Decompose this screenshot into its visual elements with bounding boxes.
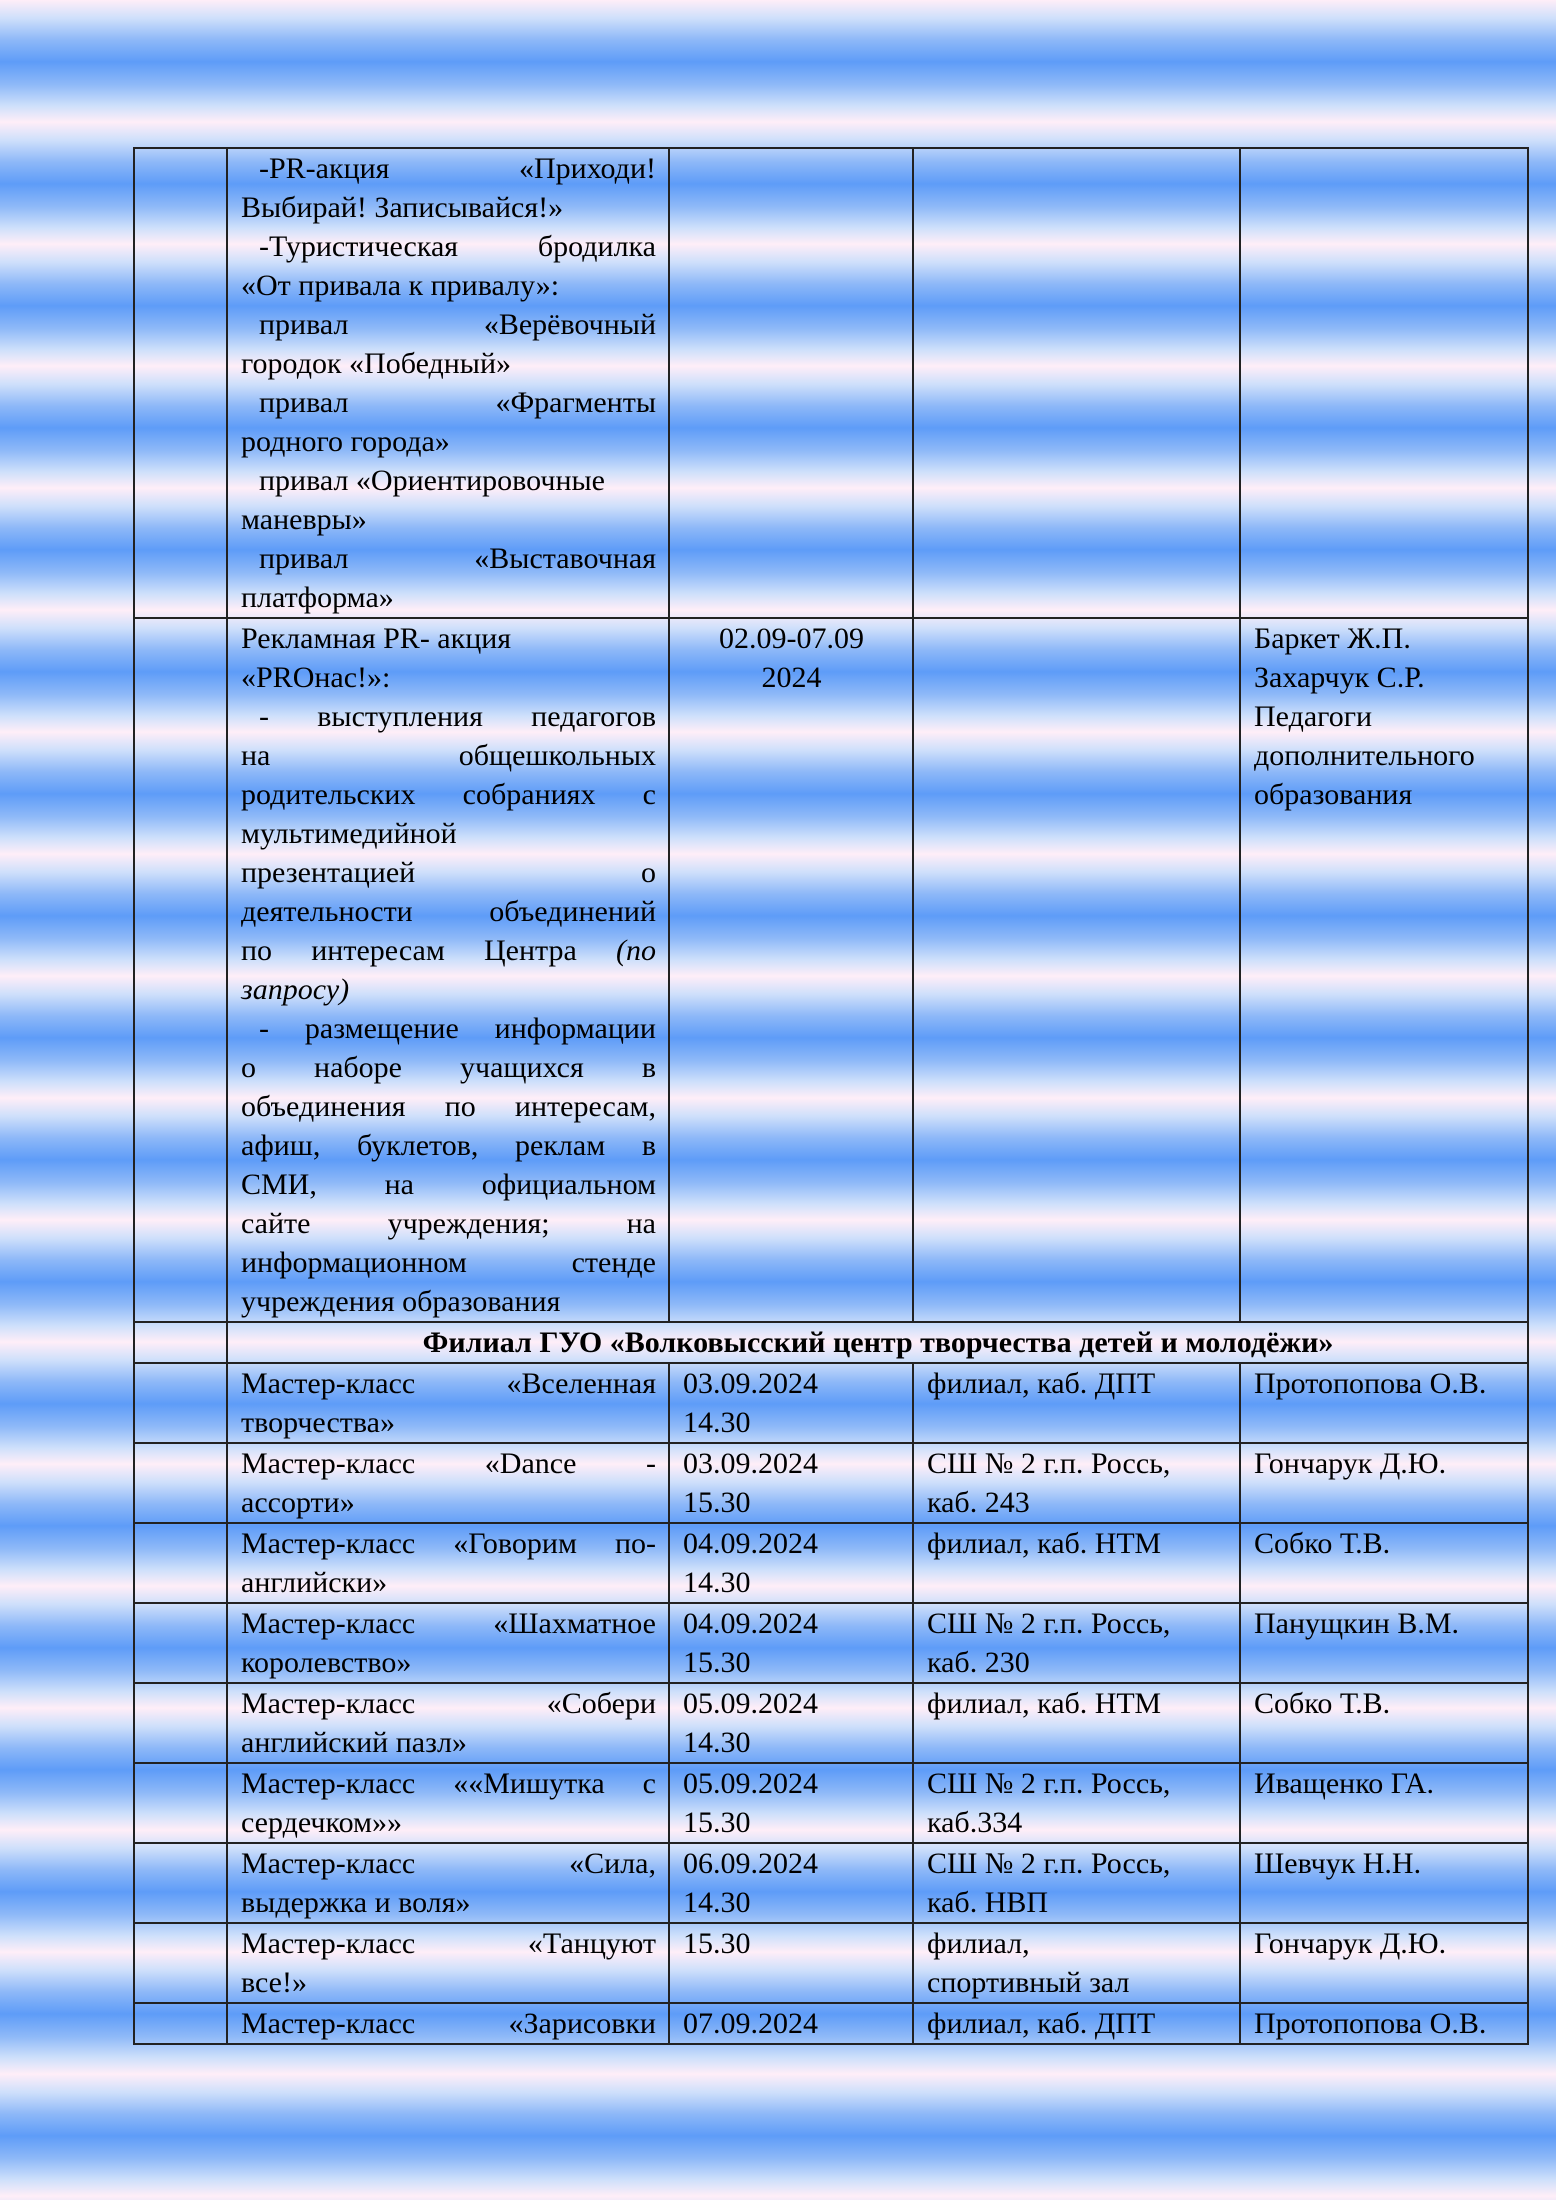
masterclass-title-cell bbox=[227, 1843, 669, 1923]
responsible-cell: Шевчук Н.Н. bbox=[1240, 1843, 1528, 1923]
date-line: 2024 bbox=[761, 661, 822, 694]
masterclass-title-line: Мастер-класс «Вселенная bbox=[241, 1367, 656, 1400]
time-line: 14.30 bbox=[683, 1406, 751, 1439]
event-line: СМИ, на официальном bbox=[241, 1168, 656, 1201]
date-cell bbox=[669, 2003, 913, 2044]
time-line: 14.30 bbox=[683, 1886, 751, 1919]
responsible-line: дополнительного bbox=[1254, 739, 1475, 772]
date-line: 03.09.2024 bbox=[683, 1447, 818, 1480]
masterclass-title-line: Мастер-класс «Танцуют bbox=[241, 1927, 656, 1960]
event-line: -Туристическая бродилка bbox=[259, 230, 656, 263]
responsible-cell: Собко Т.В. bbox=[1240, 1523, 1528, 1603]
masterclass-title-cell bbox=[227, 1443, 669, 1523]
table-row bbox=[134, 1603, 1528, 1683]
table-row bbox=[134, 148, 1528, 618]
masterclass-title-cell bbox=[227, 1603, 669, 1683]
responsible-cell bbox=[1240, 618, 1528, 1322]
responsible-cell: Иващенко ГА. bbox=[1240, 1763, 1528, 1843]
place-line: СШ № 2 г.п. Россь, bbox=[927, 1607, 1171, 1640]
date-cell bbox=[669, 1443, 913, 1523]
masterclass-title-line: Мастер-класс «Сила, bbox=[241, 1847, 656, 1880]
masterclass-title-line: выдержка и воля» bbox=[241, 1886, 471, 1919]
table-row bbox=[134, 1443, 1528, 1523]
event-line-italic: запросу) bbox=[241, 973, 350, 1006]
responsible-line: Захарчук С.Р. bbox=[1254, 661, 1425, 694]
place-line: филиал, каб. ДПТ bbox=[927, 2007, 1156, 2040]
time-line: 14.30 bbox=[683, 1726, 751, 1759]
date-line: 05.09.2024 bbox=[683, 1767, 818, 1800]
masterclass-title-cell bbox=[227, 1683, 669, 1763]
number-cell bbox=[134, 1683, 227, 1763]
date-line: 04.09.2024 bbox=[683, 1527, 818, 1560]
time-line: 14.30 bbox=[683, 1566, 751, 1599]
event-line: Выбирай! Записывайся!» bbox=[241, 191, 564, 224]
number-cell bbox=[134, 1523, 227, 1603]
masterclass-title-line: английски» bbox=[241, 1566, 388, 1599]
masterclass-title-line: Мастер-класс ««Мишутка с bbox=[241, 1767, 656, 1800]
number-cell bbox=[134, 2003, 227, 2044]
date-line: 07.09.2024 bbox=[683, 2007, 818, 2040]
responsible-cell: Собко Т.В. bbox=[1240, 1683, 1528, 1763]
event-line: информационном стенде bbox=[241, 1246, 656, 1279]
time-line: 15.30 bbox=[683, 1646, 751, 1679]
responsible-line: образования bbox=[1254, 778, 1413, 811]
number-cell bbox=[134, 1763, 227, 1843]
place-cell bbox=[913, 1923, 1240, 2003]
date-line: 06.09.2024 bbox=[683, 1847, 818, 1880]
time-line: 15.30 bbox=[683, 1486, 751, 1519]
date-cell bbox=[669, 1683, 913, 1763]
masterclass-title-cell bbox=[227, 1523, 669, 1603]
place-line: каб. 243 bbox=[927, 1486, 1030, 1519]
masterclass-title-cell bbox=[227, 1363, 669, 1443]
event-line: Рекламная PR- акция bbox=[241, 622, 512, 655]
place-line: филиал, каб. НТМ bbox=[927, 1527, 1162, 1560]
place-cell bbox=[913, 1603, 1240, 1683]
place-cell bbox=[913, 1443, 1240, 1523]
responsible-cell: Гончарук Д.Ю. bbox=[1240, 1443, 1528, 1523]
event-line: - выступления педагогов bbox=[259, 700, 656, 733]
responsible-line: Баркет Ж.П. bbox=[1254, 622, 1411, 655]
date-line: 05.09.2024 bbox=[683, 1687, 818, 1720]
event-line: платформа» bbox=[241, 581, 394, 614]
event-line: сайте учреждения; на bbox=[241, 1207, 656, 1240]
responsible-line: Педагоги bbox=[1254, 700, 1373, 733]
table-row bbox=[134, 1523, 1528, 1603]
place-line: филиал, bbox=[927, 1927, 1030, 1960]
event-line: привал «Верёвочный bbox=[259, 308, 656, 341]
table-row bbox=[134, 1363, 1528, 1443]
event-cell bbox=[227, 618, 669, 1322]
number-cell bbox=[134, 1363, 227, 1443]
place-line: каб. НВП bbox=[927, 1886, 1049, 1919]
event-line: маневры» bbox=[241, 503, 367, 536]
responsible-cell: Гончарук Д.Ю. bbox=[1240, 1923, 1528, 2003]
table-row bbox=[134, 1763, 1528, 1843]
place-line: СШ № 2 г.п. Россь, bbox=[927, 1847, 1171, 1880]
masterclass-title-line: Мастер-класс «Собери bbox=[241, 1687, 656, 1720]
masterclass-title-line: королевство» bbox=[241, 1646, 412, 1679]
number-cell bbox=[134, 618, 227, 1322]
date-cell bbox=[669, 1603, 913, 1683]
place-cell bbox=[913, 1363, 1240, 1443]
table-row bbox=[134, 618, 1528, 1322]
event-line-text: по интересам Центра bbox=[241, 934, 577, 967]
number-cell bbox=[134, 1322, 227, 1363]
place-line: каб. 230 bbox=[927, 1646, 1030, 1679]
responsible-cell: Панущкин В.М. bbox=[1240, 1603, 1528, 1683]
date-cell bbox=[669, 1843, 913, 1923]
place-line: филиал, каб. ДПТ bbox=[927, 1367, 1156, 1400]
masterclass-title-line: Мастер-класс «Dance - bbox=[241, 1447, 656, 1480]
table-row bbox=[134, 2003, 1528, 2044]
place-cell bbox=[913, 148, 1240, 618]
masterclass-title-line: английский пазл» bbox=[241, 1726, 467, 1759]
number-cell bbox=[134, 1923, 227, 2003]
table-row bbox=[134, 1843, 1528, 1923]
masterclass-title-cell bbox=[227, 2003, 669, 2044]
date-cell bbox=[669, 1763, 913, 1843]
event-line: афиш, буклетов, реклам в bbox=[241, 1129, 656, 1162]
event-line: привал «Выставочная bbox=[259, 542, 656, 575]
number-cell bbox=[134, 1443, 227, 1523]
responsible-cell: Протопопова О.В. bbox=[1240, 1363, 1528, 1443]
masterclass-title-line: Мастер-класс «Шахматное bbox=[241, 1607, 656, 1640]
event-line: привал «Фрагменты bbox=[259, 386, 656, 419]
event-line: родительских собраниях с bbox=[241, 778, 656, 811]
event-line: родного города» bbox=[241, 425, 450, 458]
date-cell bbox=[669, 1923, 913, 2003]
table-row bbox=[134, 1923, 1528, 2003]
responsible-cell bbox=[1240, 148, 1528, 618]
event-line: городок «Победный» bbox=[241, 347, 512, 380]
masterclass-title-line: сердечком»» bbox=[241, 1806, 402, 1839]
masterclass-title-line: Мастер-класс «Говорим по- bbox=[241, 1527, 656, 1560]
date-line: 02.09-07.09 bbox=[719, 622, 864, 655]
event-line: привал «Ориентировочные bbox=[259, 464, 605, 497]
event-line: мультимедийной bbox=[241, 817, 457, 850]
event-line: о наборе учащихся в bbox=[241, 1051, 656, 1084]
number-cell bbox=[134, 148, 227, 618]
event-line: на общешкольных bbox=[241, 739, 656, 772]
event-line: деятельности объединений bbox=[241, 895, 656, 928]
section-heading-row bbox=[134, 1322, 1528, 1363]
masterclass-title-line: творчества» bbox=[241, 1406, 395, 1439]
masterclass-title-line: Мастер-класс «Зарисовки bbox=[241, 2007, 656, 2040]
place-cell bbox=[913, 618, 1240, 1322]
date-line: 15.30 bbox=[683, 1927, 751, 1960]
date-cell bbox=[669, 618, 913, 1322]
place-cell bbox=[913, 1683, 1240, 1763]
event-cell bbox=[227, 148, 669, 618]
place-line: филиал, каб. НТМ bbox=[927, 1687, 1162, 1720]
event-line: - размещение информации bbox=[259, 1012, 656, 1045]
date-cell bbox=[669, 1363, 913, 1443]
place-line: СШ № 2 г.п. Россь, bbox=[927, 1767, 1171, 1800]
section-heading: Филиал ГУО «Волковысский центр творчества детей и молодёжи» bbox=[227, 1322, 1528, 1363]
date-cell bbox=[669, 148, 913, 618]
event-line: «От привала к привалу»: bbox=[241, 269, 560, 302]
time-line: 15.30 bbox=[683, 1806, 751, 1839]
events-table bbox=[133, 147, 1529, 2045]
event-line bbox=[241, 931, 656, 970]
masterclass-title-cell bbox=[227, 1763, 669, 1843]
event-line: объединения по интересам, bbox=[241, 1090, 656, 1123]
place-cell bbox=[913, 1523, 1240, 1603]
event-line: -PR-акция «Приходи! bbox=[259, 152, 656, 185]
place-line: СШ № 2 г.п. Россь, bbox=[927, 1447, 1171, 1480]
place-cell bbox=[913, 2003, 1240, 2044]
date-cell bbox=[669, 1523, 913, 1603]
event-line: учреждения образования bbox=[241, 1285, 561, 1318]
place-line: спортивный зал bbox=[927, 1966, 1130, 1999]
place-line: каб.334 bbox=[927, 1806, 1023, 1839]
event-line: «PROнас!»: bbox=[241, 661, 391, 694]
masterclass-title-line: ассорти» bbox=[241, 1486, 355, 1519]
date-line: 03.09.2024 bbox=[683, 1367, 818, 1400]
date-line: 04.09.2024 bbox=[683, 1607, 818, 1640]
number-cell bbox=[134, 1603, 227, 1683]
table-row bbox=[134, 1683, 1528, 1763]
place-cell bbox=[913, 1843, 1240, 1923]
masterclass-title-line: все!» bbox=[241, 1966, 307, 1999]
responsible-cell: Протопопова О.В. bbox=[1240, 2003, 1528, 2044]
event-line: презентацией о bbox=[241, 856, 656, 889]
number-cell bbox=[134, 1843, 227, 1923]
masterclass-title-cell bbox=[227, 1923, 669, 2003]
place-cell bbox=[913, 1763, 1240, 1843]
event-line-italic: (по bbox=[616, 934, 657, 967]
